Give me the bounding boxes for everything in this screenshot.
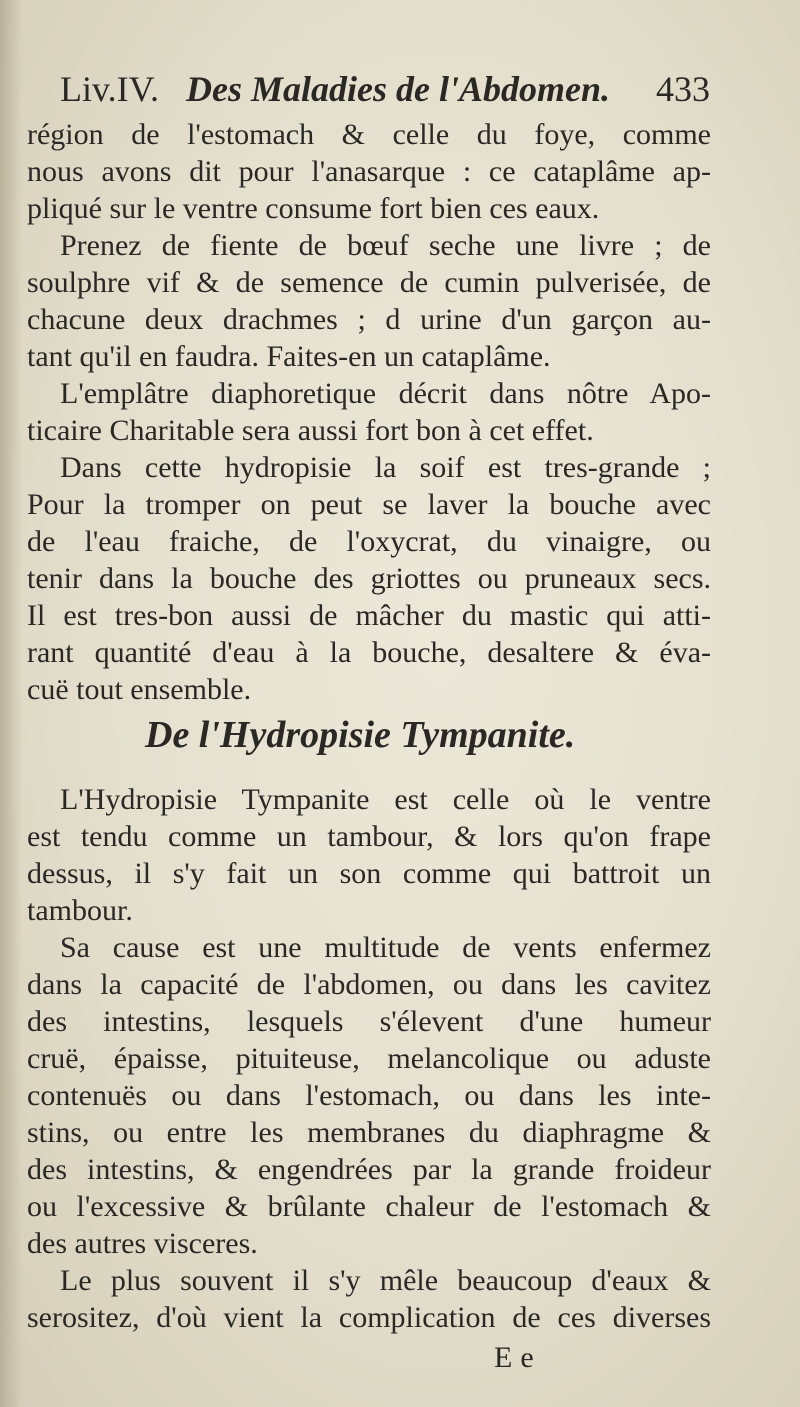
- text-line: chacune deux drachmes ; d urine d'un garçon au-: [27, 303, 711, 336]
- text-line: des intestins, lesquels s'élevent d'une humeur: [27, 1005, 711, 1038]
- text-line: est tendu comme un tambour, & lors qu'on frape: [27, 820, 711, 853]
- signature-mark: Ee: [494, 1341, 542, 1374]
- book-number: Liv.IV.: [60, 69, 159, 109]
- page-gutter-shadow: [0, 0, 22, 1407]
- text-line: tambour.: [27, 894, 133, 927]
- text-line: L'Hydropisie Tympanite est celle où le ventre: [60, 783, 711, 816]
- page-number: 433: [656, 69, 710, 109]
- text-line: des autres visceres.: [27, 1227, 258, 1260]
- text-line: des intestins, & engendrées par la grande froideur: [27, 1153, 711, 1186]
- text-line: tant qu'il en faudra. Faites-en un cataplâme.: [27, 340, 551, 373]
- running-header: [60, 66, 710, 112]
- text-line: pliqué sur le ventre consume fort bien ces eaux.: [27, 192, 600, 225]
- text-line: Le plus souvent il s'y mêle beaucoup d'eaux &: [60, 1264, 711, 1297]
- text-line: rant quantité d'eau à la bouche, desaltere & éva-: [27, 636, 711, 669]
- text-line: Prenez de fiente de bœuf seche une livre ; de: [60, 229, 711, 262]
- text-line: tenir dans la bouche des griottes ou pruneaux secs.: [27, 562, 711, 595]
- text-line: de l'eau fraiche, de l'oxycrat, du vinaigre, ou: [27, 525, 711, 558]
- text-line: Il est tres-bon aussi de mâcher du mastic qui atti-: [27, 599, 711, 632]
- section-heading: De l'Hydropisie Tympanite.: [145, 714, 576, 756]
- text-line: Dans cette hydropisie la soif est tres-grande ;: [60, 451, 711, 484]
- text-line: soulphre vif & de semence de cumin pulverisée, de: [27, 266, 711, 299]
- text-line: ticaire Charitable sera aussi fort bon à cet effet.: [27, 414, 594, 447]
- text-line: cuë tout ensemble.: [27, 673, 252, 706]
- text-line: Sa cause est une multitude de vents enfermez: [60, 931, 711, 964]
- text-line: région de l'estomach & celle du foye, comme: [27, 118, 711, 151]
- text-line: L'emplâtre diaphoretique décrit dans nôtre Apo-: [60, 377, 711, 410]
- text-line: dans la capacité de l'abdomen, ou dans les cavitez: [27, 968, 711, 1001]
- text-line: stins, ou entre les membranes du diaphragme &: [27, 1116, 711, 1149]
- text-line: serositez, d'où vient la complication de ces diverses: [27, 1301, 711, 1334]
- text-line: contenuës ou dans l'estomach, ou dans les inte-: [27, 1079, 711, 1112]
- text-line: dessus, il s'y fait un son comme qui battroit un: [27, 857, 711, 890]
- text-line: ou l'excessive & brûlante chaleur de l'estomach &: [27, 1190, 711, 1223]
- text-line: nous avons dit pour l'anasarque : ce cataplâme ap-: [27, 155, 711, 188]
- chapter-title: Des Maladies de l'Abdomen.: [186, 69, 610, 109]
- text-line: cruë, épaisse, pituiteuse, melancolique ou aduste: [27, 1042, 711, 1075]
- text-line: Pour la tromper on peut se laver la bouche avec: [27, 488, 711, 521]
